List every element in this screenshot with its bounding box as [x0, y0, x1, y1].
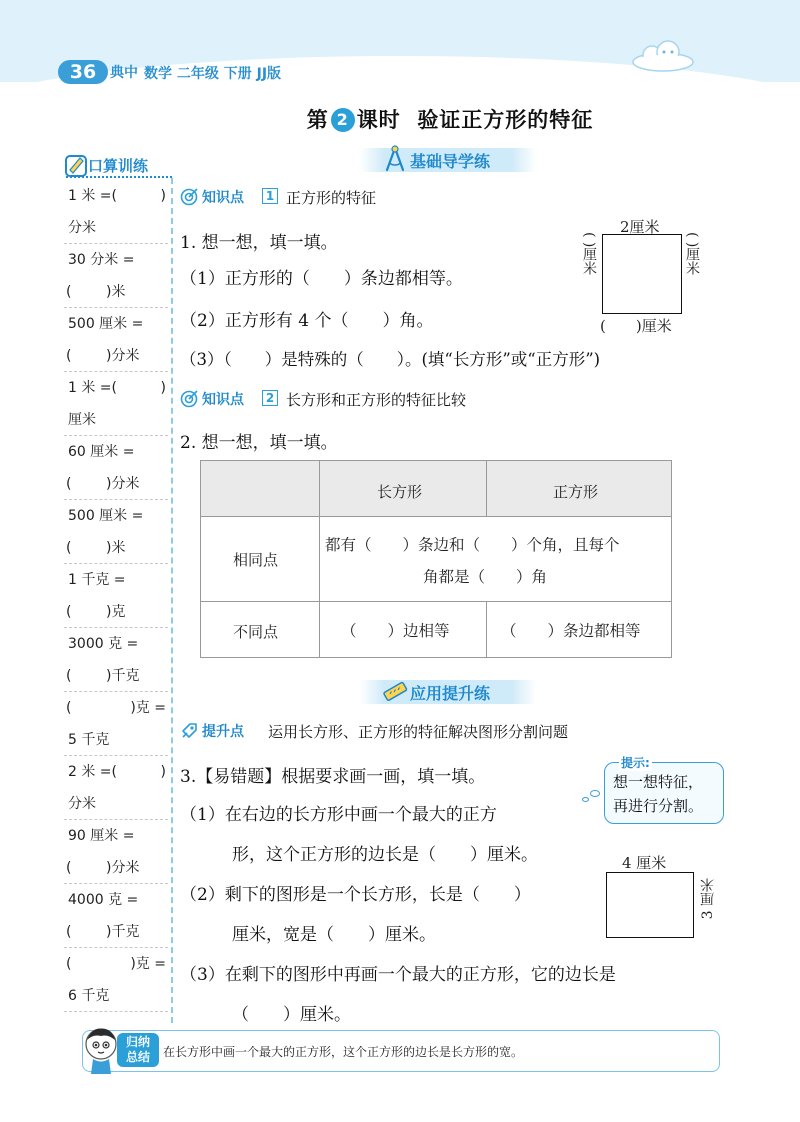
drill-text: 60 厘米 =	[68, 444, 135, 460]
drill-text: 30 分米 =	[68, 252, 135, 268]
sidebar-item-line-2	[64, 596, 168, 628]
sidebar-item-line-1	[64, 436, 168, 468]
mascot-icon	[84, 1026, 118, 1076]
table-vline	[486, 601, 487, 657]
answer-blank-left: (	[66, 476, 72, 492]
answer-blank-left: (	[66, 700, 72, 716]
question-3-part-1b: 形，这个正方形的边长是（ ）厘米。	[232, 845, 538, 865]
drill-text: 1 米 =(	[68, 380, 117, 396]
drill-text: 500 厘米 =	[68, 508, 144, 524]
rectangle-shape	[606, 872, 694, 938]
tip-line-1: 想一想特征，	[613, 773, 704, 791]
summary-box	[82, 1030, 720, 1072]
drill-text: 5 千克	[68, 732, 110, 748]
question-1-part-3: （3）（ ）是特殊的（ ）。(填“长方形”或“正方形”)	[180, 350, 601, 369]
question-1-part-2: （2）正方形有 4 个（ ）角。	[180, 311, 434, 331]
square-left-label: ( )厘米	[581, 232, 597, 276]
drill-text: 1 千克 =	[68, 572, 126, 588]
table-same-line-2: 角都是（ ）角	[423, 568, 548, 586]
table-hline	[201, 601, 671, 602]
lesson-title-text: 验证正方形的特征	[417, 108, 594, 132]
drill-text: 分米	[68, 220, 96, 236]
summary-badge-line-1: 归纳	[125, 1035, 150, 1049]
answer-blank-right: )	[160, 380, 166, 396]
drill-text: 4000 克 =	[68, 892, 139, 908]
question-3-part-3b: （ ）厘米。	[232, 1005, 351, 1025]
sidebar-item-line-1	[64, 244, 168, 276]
sidebar-item-line-2	[64, 788, 168, 820]
answer-blank-right: )分米	[106, 348, 140, 364]
knowledge-point-label: 知识点	[202, 392, 244, 408]
knowledge-point-text: 长方形和正方形的特征比较	[286, 391, 467, 409]
tip-bubble-dot	[590, 790, 600, 797]
summary-badge-line-2: 总结	[125, 1050, 150, 1064]
sidebar-item-line-2	[64, 852, 168, 884]
drill-text: 3000 克 =	[68, 636, 139, 652]
question-3-stem: 3.【易错题】根据要求画一画，填一填。	[180, 767, 486, 787]
tip-bubble	[604, 756, 724, 824]
drill-text: 500 厘米 =	[68, 316, 144, 332]
sidebar-item-line-2	[64, 276, 168, 308]
sidebar-item-line-1	[64, 820, 168, 852]
comparison-table	[200, 460, 672, 658]
answer-blank-right: )克 =	[130, 700, 166, 716]
cloud-icon	[628, 40, 698, 74]
table-header-row	[201, 461, 671, 517]
answer-blank-right: )分米	[106, 860, 140, 876]
page-number: 36	[58, 60, 108, 84]
answer-blank-right: )米	[106, 284, 126, 300]
table-row-same: 相同点	[233, 551, 279, 569]
table-row-diff: 不同点	[233, 623, 279, 641]
sidebar-item-line-1	[64, 628, 168, 660]
square-bottom-label: ( )厘米	[600, 317, 672, 335]
book-info: 数学 二年级 下册 JJ版	[144, 66, 282, 82]
drill-text: 6 千克	[68, 988, 110, 1004]
sidebar-item-line-2	[64, 404, 168, 436]
square-right-label: ( )厘米	[684, 232, 700, 276]
drill-text: 2 米 =(	[68, 764, 117, 780]
drill-text: 1 米 =(	[68, 188, 117, 204]
table-same-line-1: 都有（ ）条边和（ ）个角，且每个	[325, 536, 620, 554]
tip-label: 提示:	[621, 756, 650, 770]
compass-icon	[382, 145, 408, 173]
improvement-point-text: 运用长方形、正方形的特征解决图形分割问题	[268, 723, 569, 741]
target-icon	[180, 188, 198, 206]
question-3-part-1a: （1）在右边的长方形中画一个最大的正方	[180, 805, 497, 825]
sidebar-item-line-2	[64, 532, 168, 564]
answer-blank-left: (	[66, 860, 72, 876]
answer-blank-left: (	[66, 284, 72, 300]
answer-blank-right: )分米	[106, 476, 140, 492]
rectangle-top-label: 4 厘米	[622, 854, 667, 872]
section-label-basic: 基础导学练	[410, 152, 491, 171]
table-vline	[319, 461, 320, 657]
sidebar-item-line-2	[64, 916, 168, 948]
question-3-part-3a: （3）在剩下的图形中再画一个最大的正方形，它的边长是	[180, 965, 616, 985]
knowledge-point-2	[180, 388, 540, 410]
sidebar-item-line-2	[64, 340, 168, 372]
rectangle-right-label: 3 厘米	[700, 878, 716, 920]
lesson-suffix: 课时	[356, 108, 401, 132]
answer-blank-left: (	[66, 540, 72, 556]
sidebar-title-underline	[66, 176, 172, 178]
table-diff-rect: （ ）边相等	[341, 622, 450, 640]
answer-blank-left: (	[66, 956, 72, 972]
drill-text: 厘米	[68, 412, 96, 428]
knowledge-point-number: 2	[262, 390, 278, 406]
sidebar-item-line-2	[64, 212, 168, 244]
answer-blank-right: )	[160, 188, 166, 204]
answer-blank-right: )	[160, 764, 166, 780]
question-2-stem: 2. 想一想，填一填。	[180, 433, 338, 453]
improvement-point-label: 提升点	[202, 724, 244, 740]
drill-text: 90 厘米 =	[68, 828, 135, 844]
tip-line-2: 再进行分割。	[613, 797, 704, 815]
section-label-applied: 应用提升练	[410, 684, 491, 703]
rocket-icon	[180, 722, 198, 740]
sidebar-item-line-1	[64, 372, 168, 404]
table-col-rect: 长方形	[377, 483, 423, 501]
knowledge-point-text: 正方形的特征	[286, 189, 377, 207]
brand-logo: 典中	[110, 65, 138, 81]
sidebar-item-line-1	[64, 500, 168, 532]
sidebar-title: 口算训练	[88, 157, 149, 175]
answer-blank-left: (	[66, 604, 72, 620]
question-1-part-1: （1）正方形的（ ）条边都相等。	[180, 269, 463, 289]
sidebar-header	[64, 152, 172, 178]
answer-blank-right: )克	[106, 604, 126, 620]
square-shape	[602, 234, 682, 314]
table-diff-square: （ ）条边都相等	[501, 622, 641, 640]
sidebar-item-line-2	[64, 468, 168, 500]
rectangle-figure	[598, 850, 728, 940]
pencil-icon	[64, 152, 88, 178]
square-top-label: 2厘米	[620, 218, 660, 236]
sidebar-item-line-1	[64, 308, 168, 340]
question-3-part-2b: 厘米，宽是（ ）厘米。	[232, 925, 436, 945]
table-col-square: 正方形	[553, 483, 599, 501]
answer-blank-left: (	[66, 348, 72, 364]
improvement-point	[180, 720, 680, 742]
knowledge-point-label: 知识点	[202, 190, 244, 206]
question-1-stem: 1. 想一想，填一填。	[180, 233, 338, 253]
ruler-icon	[382, 677, 408, 705]
sidebar-item-line-1	[64, 564, 168, 596]
knowledge-point-1	[180, 186, 440, 208]
answer-blank-left: (	[66, 668, 72, 684]
question-3-part-2a: （2）剩下的图形是一个长方形，长是（ ）	[180, 885, 531, 905]
answer-blank-left: (	[66, 924, 72, 940]
sidebar-item-line-2	[64, 724, 168, 756]
tip-bubble-dot	[582, 797, 589, 802]
summary-text: 在长方形中画一个最大的正方形，这个正方形的边长是长方形的宽。	[163, 1045, 524, 1059]
answer-blank-right: )克 =	[130, 956, 166, 972]
sidebar-item-line-1	[64, 692, 168, 724]
section-bar-applied	[360, 680, 536, 704]
lesson-number: 2	[331, 108, 355, 132]
drill-text: 分米	[68, 796, 96, 812]
summary-badge	[117, 1033, 159, 1067]
lesson-prefix: 第	[306, 108, 329, 132]
sidebar-item-line-1	[64, 948, 168, 980]
answer-blank-right: )千克	[106, 924, 140, 940]
sidebar-item-line-1	[64, 884, 168, 916]
lesson-title	[0, 104, 800, 134]
answer-blank-right: )千克	[106, 668, 140, 684]
answer-blank-right: )米	[106, 540, 126, 556]
section-bar-basic	[360, 148, 536, 172]
knowledge-point-number: 1	[262, 188, 278, 204]
square-figure	[582, 216, 702, 336]
table-vline	[486, 461, 487, 517]
sidebar-divider	[171, 178, 173, 1023]
target-icon	[180, 390, 198, 408]
sidebar-item-line-1	[64, 180, 168, 212]
sidebar-item-line-2	[64, 980, 168, 1012]
sidebar-item-line-1	[64, 756, 168, 788]
sidebar-item-line-2	[64, 660, 168, 692]
